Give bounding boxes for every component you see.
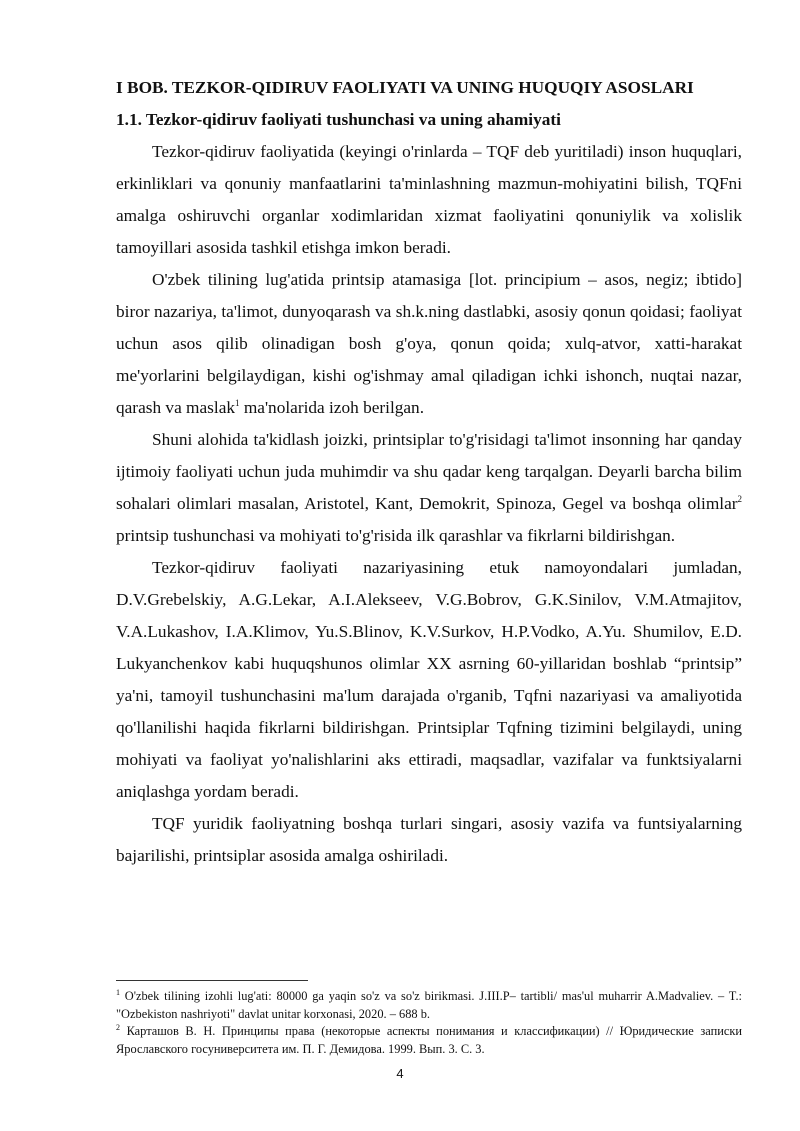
footnote-2-text: Карташов В. Н. Принципы права (некоторые аспекты понимания и классификации) // Юридические записки Ярославского госуниверситета им. П. Г. Демидова. 1999. Вып. 3. С. 3. — [116, 1024, 742, 1056]
footnote-1 — [116, 988, 742, 1023]
main-text — [116, 72, 742, 872]
paragraph-1: Tezkor-qidiruv faoliyatida (keyingi o'rinlarda – TQF deb yuritiladi) inson huquqlari, erkinliklari va qonuniy manfaatlarini ta'minlashning mazmun-mohiyatini bilish, TQFni amalga oshiruvchi organlar xodimlaridan xizmat faoliyatini qonuniylik va xolislik tamoyillari asosida tashkil etishga imkon beradi. — [116, 142, 742, 257]
footnote-ref-1[interactable]: 1 — [235, 398, 240, 409]
paragraph-2 — [116, 264, 742, 424]
footnote-divider — [116, 980, 308, 981]
footnote-1-mark: 1 — [116, 987, 120, 997]
chapter-title: I BOB. TEZKOR-QIDIRUV FAOLIYATI VA UNING HUQUQIY ASOSLARI — [116, 78, 694, 97]
paragraph-2-text-end: ma'nolarida izoh berilgan. — [239, 398, 425, 417]
paragraph-4: Tezkor-qidiruv faoliyati nazariyasining etuk namoyondalari jumladan, D.V.Grebelskiy, A.G.Lekar, A.I.Alekseev, V.G.Bobrov, G.K.Sinilov, V.M.Atmajitov, V.A.Lukashov, I.A.Klimov, Yu.S.Blinov, K.V.Surkov, H.P.Vodko, A.Yu. Shumilov, E.D. Lukyanchenkov kabi huquqshunos olimlar XX asrning 60-yillaridan boshlab “printsip” ya'ni, tamoyil tushunchasini ma'lum darajada o'rganib, Tqfni nazariyasi va amaliyotida qo'llanilishi haqida fikrlarni bildirishgan. Printsiplar Tqfning tizimini belgilaydi, uning mohiyati va faoliyat yo'nalishlarini aks ettiradi, maqsadlar, vazifalar va funktsiyalarni aniqlashga yordam beradi. — [116, 558, 742, 801]
paragraph-3-text-end: printsip tushunchasi va mohiyati to'g'risida ilk qarashlar va fikrlarni bildirishgan. — [116, 526, 676, 545]
page-number: 4 — [396, 1066, 404, 1081]
section-title: 1.1. Tezkor-qidiruv faoliyati tushunchasi va uning ahamiyati — [116, 110, 561, 129]
footnotes — [116, 988, 742, 1058]
paragraph-3-text: Shuni alohida ta'kidlash joizki, printsiplar to'g'risidagi ta'limot insonning har qanday ijtimoiy faoliyati uchun juda muhimdir va shu qadar keng tarqalgan. Deyarli barcha bilim sohalari olimlari masalan, Aristotel, Kant, Demokrit, Spinoza, Gegel va boshqa olimlar — [116, 430, 742, 513]
footnote-2-mark: 2 — [116, 1023, 120, 1033]
footnote-1-text: O'zbek tilining izohli lug'ati: 80000 ga yaqin so'z va so'z birikmasi. J.III.P– tartibli/ mas'ul muharrir A.Madvaliev. – T.: "Ozbekiston nashriyoti" davlat unitar korxonasi, 2020. – 688 b. — [116, 989, 742, 1021]
paragraph-2-text: O'zbek tilining lug'atida printsip atamasiga [lot. principium – asos, negiz; ibtido] biror nazariya, ta'limot, dunyoqarash va sh.k.ning dastlabki, asosiy qonun qoidasi; faoliyat uchun asos qilib olinadigan bosh g'oya, qonun qoida; xulq-atvor, xatti-harakat me'yorlarini belgilaydigan, kishi og'ishmay amal qiladigan ichki ishonch, nuqtai nazar, qarash va maslak — [116, 270, 742, 417]
footnote-ref-2[interactable]: 2 — [737, 494, 742, 505]
paragraph-3 — [116, 424, 742, 552]
footnote-2 — [116, 1023, 742, 1058]
paragraph-5: TQF yuridik faoliyatning boshqa turlari singari, asosiy vazifa va funtsiyalarning bajarilishi, printsiplar asosida amalga oshiriladi. — [116, 814, 742, 865]
